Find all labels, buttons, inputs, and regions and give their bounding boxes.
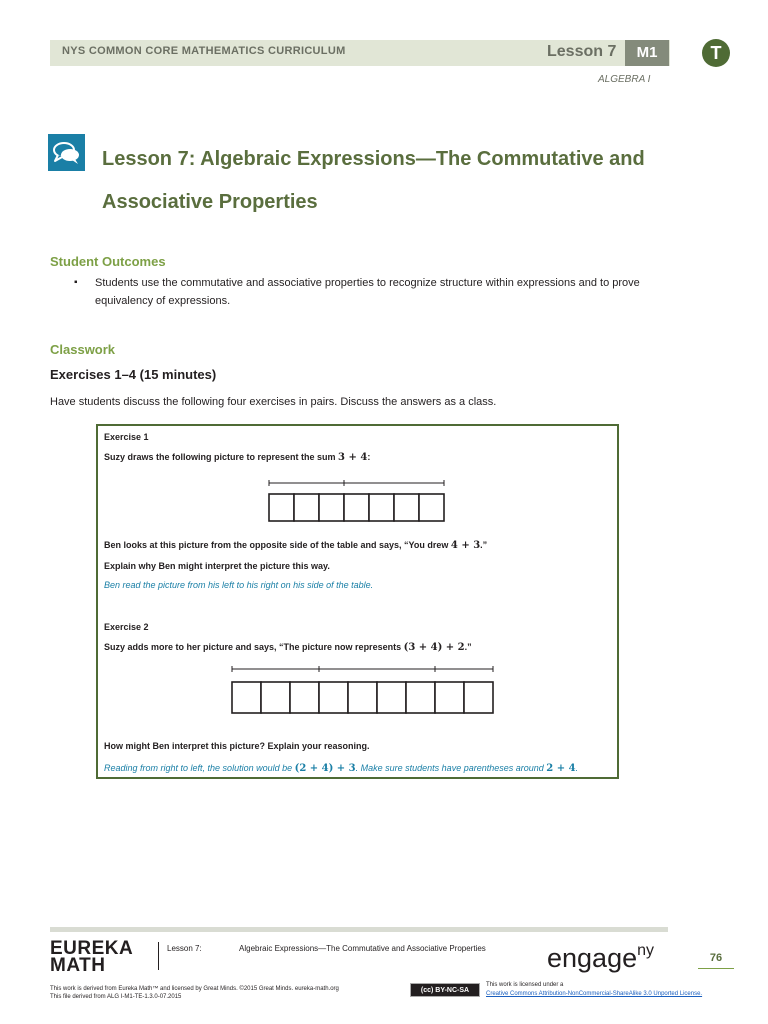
subject-label: ALGEBRA I bbox=[598, 74, 651, 85]
lesson-tag: Lesson 7 bbox=[547, 43, 617, 60]
lesson-title: Lesson 7: Algebraic Expressions—The Commutative and Associative Properties bbox=[102, 148, 645, 213]
exercise-1-question: Explain why Ben might interpret the picture this way. bbox=[104, 561, 330, 571]
exercise-1-prompt bbox=[104, 452, 370, 463]
license-link[interactable]: Creative Commons Attribution-NonCommercial-ShareAlike 3.0 Unported License. bbox=[486, 991, 703, 997]
exercise-2-label: Exercise 2 bbox=[104, 622, 149, 632]
picture-square bbox=[348, 682, 377, 713]
module-tag: M1 bbox=[625, 40, 669, 66]
exercise-1-picture bbox=[266, 476, 450, 524]
exercises-heading: Exercises 1–4 (15 minutes) bbox=[50, 367, 217, 382]
footer-rule bbox=[50, 927, 668, 932]
picture-square bbox=[294, 494, 319, 521]
logo-text: ny bbox=[637, 942, 655, 959]
math-expression: (3 + 4) + 2 bbox=[403, 642, 465, 653]
answer-text: . bbox=[575, 763, 579, 773]
picture-square bbox=[261, 682, 290, 713]
prompt-text: Ben looks at this picture from the opposite side of the table and says, “You drew bbox=[104, 540, 451, 550]
math-expression: 2 + 4 bbox=[546, 763, 576, 774]
picture-square bbox=[464, 682, 493, 713]
picture-square bbox=[319, 682, 348, 713]
fine-print: This file derived from ALG I-M1-TE-1.3.0-07.2015 bbox=[50, 994, 182, 1000]
picture-square bbox=[344, 494, 369, 521]
math-expression: 4 + 3 bbox=[450, 540, 481, 551]
exercise-2-picture bbox=[228, 662, 496, 716]
classwork-intro: Have students discuss the following four exercises in pairs. Discuss the answers as a class. bbox=[50, 396, 497, 408]
prompt-text: : bbox=[367, 452, 371, 462]
picture-square bbox=[377, 682, 406, 713]
engageny-logo bbox=[547, 942, 654, 974]
outcomes-heading: Student Outcomes bbox=[50, 254, 166, 269]
picture-square bbox=[290, 682, 319, 713]
math-expression: (2 + 4) + 3 bbox=[294, 763, 356, 774]
picture-square bbox=[394, 494, 419, 521]
picture-square bbox=[269, 494, 294, 521]
exercise-2-answer bbox=[104, 763, 578, 774]
bullet-marker: ▪ bbox=[74, 277, 78, 288]
classwork-heading: Classwork bbox=[50, 342, 116, 357]
picture-square bbox=[419, 494, 444, 521]
prompt-text: .” bbox=[480, 540, 488, 550]
picture-square bbox=[406, 682, 435, 713]
curriculum-label: NYS COMMON CORE MATHEMATICS CURRICULUM bbox=[62, 45, 346, 57]
page-number: 76 bbox=[709, 952, 723, 964]
fine-print: This work is derived from Eureka Math™ and licensed by Great Minds. ©2015 Great Minds. eureka-math.org bbox=[50, 986, 339, 992]
exercise-2-question: How might Ben interpret this picture? Explain your reasoning. bbox=[104, 741, 370, 751]
prompt-text: Suzy draws the following picture to represent the sum bbox=[104, 452, 339, 462]
teacher-badge: T bbox=[702, 39, 730, 67]
picture-square bbox=[319, 494, 344, 521]
picture-square bbox=[232, 682, 261, 713]
logo-text: engage bbox=[547, 943, 638, 973]
footer-lesson: Lesson 7: bbox=[167, 944, 202, 953]
answer-text: Reading from right to left, the solution would be bbox=[104, 763, 295, 773]
footer-divider bbox=[158, 942, 159, 970]
ben-statement bbox=[104, 540, 487, 551]
answer-text: . Make sure students have parentheses around bbox=[355, 763, 547, 773]
cc-license-badge: (cc) BY-NC-SA bbox=[410, 983, 480, 997]
outcome-text: Students use the commutative and associative properties to recognize structure within expressions and to prove equivalency of expressions. bbox=[95, 277, 640, 307]
prompt-text: .” bbox=[464, 642, 472, 652]
picture-square bbox=[435, 682, 464, 713]
logo-line: EUREKA bbox=[50, 938, 134, 959]
eureka-math-logo bbox=[50, 940, 133, 974]
picture-square bbox=[369, 494, 394, 521]
logo-line: MATH bbox=[50, 955, 106, 976]
license-text: This work is licensed under a bbox=[486, 982, 564, 988]
prompt-text: Suzy adds more to her picture and says, “The picture now represents bbox=[104, 642, 404, 652]
page-number-rule bbox=[698, 968, 734, 969]
math-expression: 3 + 4 bbox=[338, 452, 368, 463]
exercise-2-prompt bbox=[104, 642, 472, 653]
speech-bubbles-icon bbox=[48, 134, 85, 171]
exercise-1-label: Exercise 1 bbox=[104, 432, 149, 442]
footer-lesson-title: Algebraic Expressions—The Commutative and Associative Properties bbox=[239, 944, 486, 953]
exercise-1-answer: Ben read the picture from his left to his right on his side of the table. bbox=[104, 580, 374, 590]
